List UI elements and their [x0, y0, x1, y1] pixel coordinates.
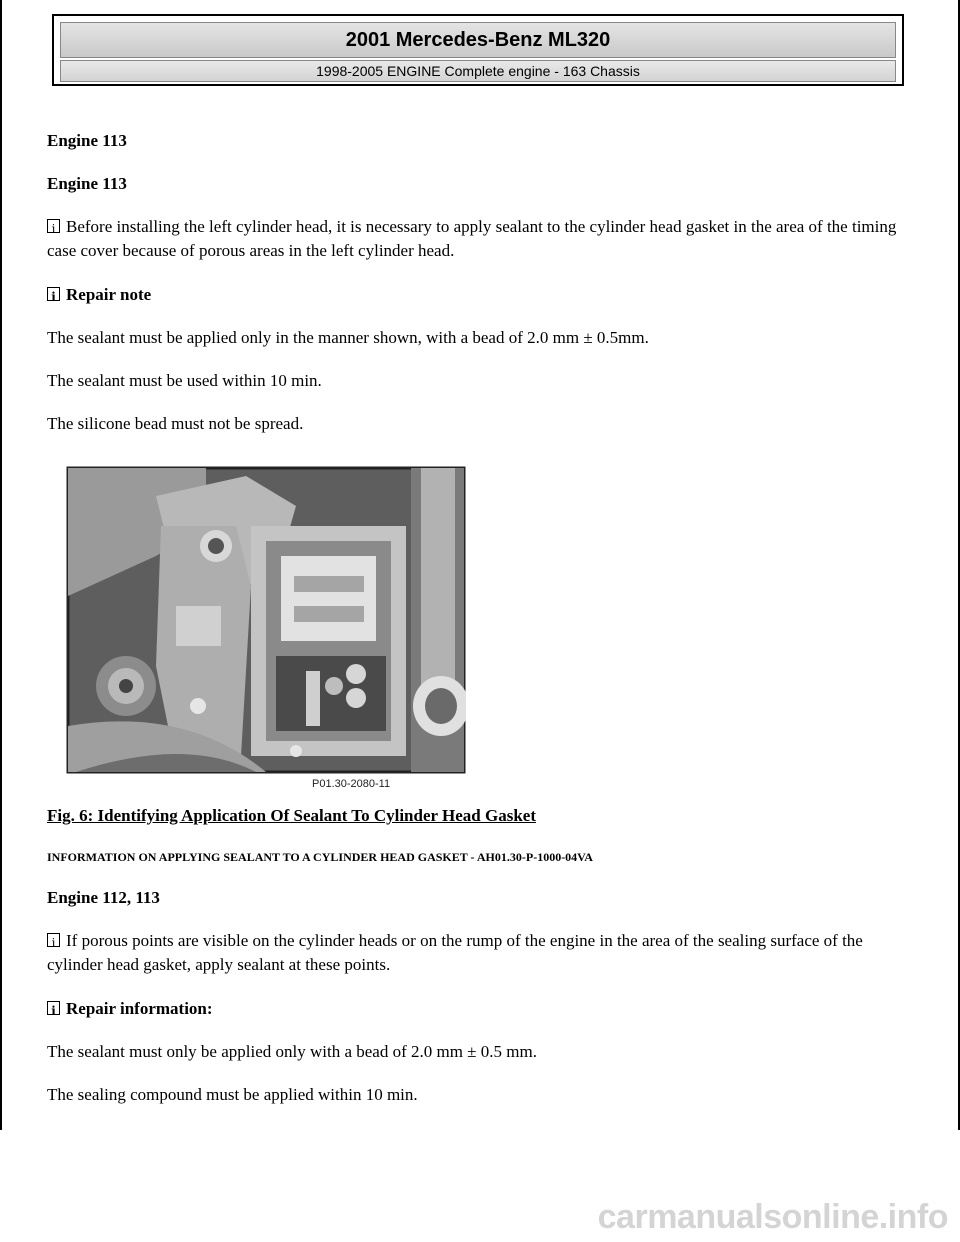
- info-icon: [47, 287, 60, 301]
- info-icon: [47, 1001, 60, 1015]
- header-subtitle: 1998-2005 ENGINE Complete engine - 163 Chassis: [60, 60, 896, 82]
- note-line-spread: The silicone bead must not be spread.: [47, 414, 304, 433]
- page-frame-left: [0, 0, 2, 1130]
- header-title: 2001 Mercedes-Benz ML320: [60, 22, 896, 58]
- note-line-bead: The sealant must be applied only in the manner shown, with a bead of 2.0 mm ± 0.5mm.: [47, 328, 649, 347]
- document-header: [52, 14, 904, 86]
- paragraph-install-left-head: [47, 215, 912, 263]
- paragraph-install-left-head-text: Before installing the left cylinder head, it is necessary to apply sealant to the cylinder head gasket in the area of the timing case cover because of porous areas in the left cylinder head.: [47, 217, 897, 260]
- info-heading: INFORMATION ON APPLYING SEALANT TO A CYLINDER HEAD GASKET - AH01.30-P-1000-04VA: [47, 850, 593, 864]
- info-icon: [47, 219, 60, 233]
- engine-photo: [66, 466, 466, 774]
- note-line-time: The sealant must be used within 10 min.: [47, 371, 322, 390]
- info-line-time: The sealing compound must be applied within 10 min.: [47, 1085, 418, 1104]
- paragraph-porous-points: [47, 929, 912, 977]
- photo-reference-label: P01.30-2080-11: [312, 778, 391, 790]
- repair-note-title-text: Repair note: [66, 285, 152, 304]
- info-line-bead: The sealant must only be applied only with a bead of 2.0 mm ± 0.5 mm.: [47, 1042, 537, 1061]
- watermark: carmanualsonline.info: [597, 1198, 948, 1236]
- heading-engine-113-repeat: Engine 113: [47, 174, 127, 193]
- heading-engine-113: Engine 113: [47, 131, 127, 150]
- repair-info-title: [47, 997, 213, 1021]
- repair-info-title-text: Repair information:: [66, 999, 213, 1018]
- heading-engine-112-113: Engine 112, 113: [47, 888, 160, 907]
- figure-caption[interactable]: Fig. 6: Identifying Application Of Sealant To Cylinder Head Gasket: [47, 806, 536, 825]
- repair-note-title: [47, 283, 151, 307]
- info-icon: [47, 933, 60, 947]
- paragraph-porous-points-text: If porous points are visible on the cylinder heads or on the rump of the engine in the area of the sealing surface of the cylinder head gasket, apply sealant at these points.: [47, 931, 863, 974]
